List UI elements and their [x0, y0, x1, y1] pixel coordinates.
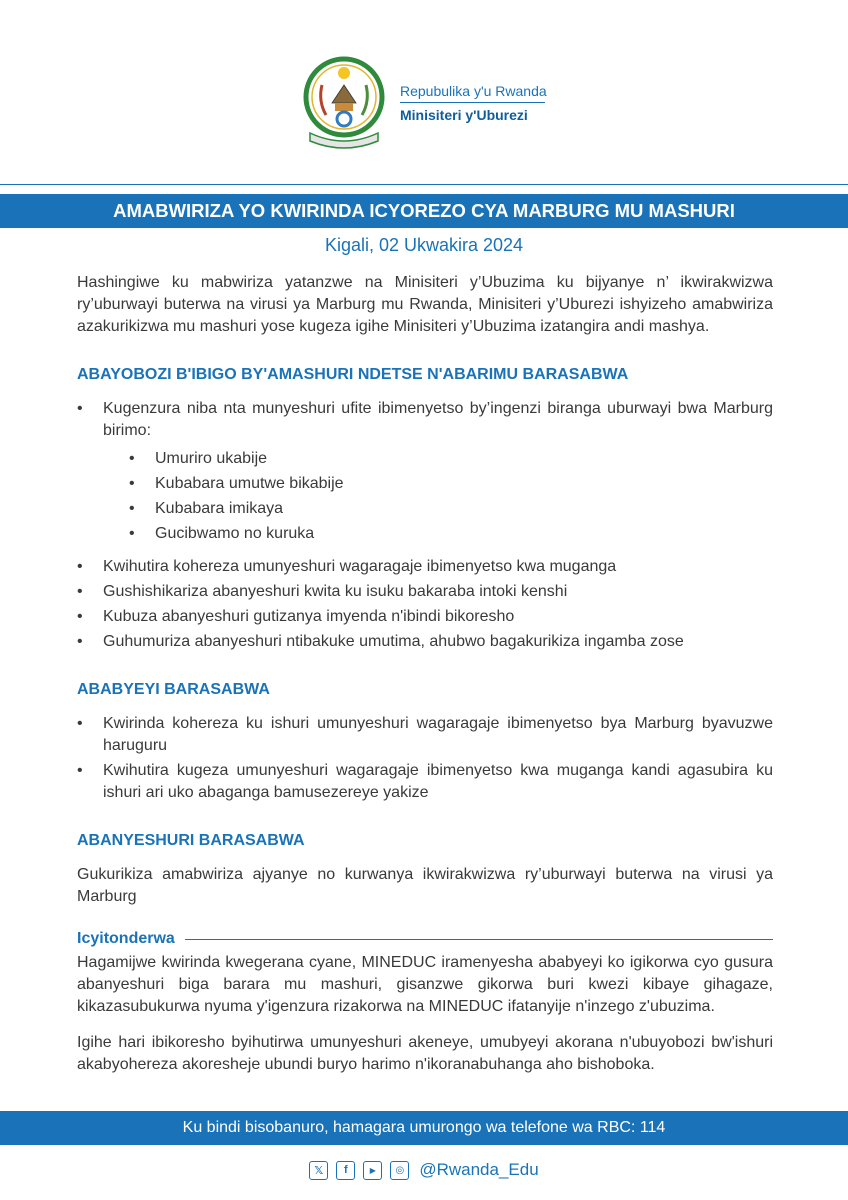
youtube-icon[interactable]: ▶: [363, 1161, 382, 1180]
document-date: Kigali, 02 Ukwakira 2024: [324, 235, 524, 255]
intro-paragraph: Hashingiwe ku mabwiriza yatanzwe na Minisiteri y’Ubuzima ku bijyanye n’ ikwirakwizwa ry’uburwayi buterwa na virusi ya Marburg mu Rwanda, Minisiteri y’Uburezi ishyizeho amabwiriza azakurikizwa mu mashuri yose kugeza igihe Minisiteri y’Ubuzima izatangira andi mashya.: [77, 274, 773, 335]
list-item: • Kwihutira kohereza umunyeshuri wagaragaje ibimenyetso kwa muganga: [77, 556, 773, 578]
republic-name: Repubulika y'u Rwanda: [400, 83, 547, 99]
list-item: • Kugenzura niba nta munyeshuri ufite ibimenyetso by’ingenzi biranga uburwayi bwa Marburg birimo: • Umuriro ukabije • Kubabara umutwe bikabije • Kubabara imikaya • Gucibwamo no kuruka: [77, 398, 773, 546]
students-instruction: Gukurikiza amabwiriza ajyanye no kurwanya ikwirakwizwa ry’uburwayi buterwa na virusi ya Marburg: [77, 866, 773, 905]
note-paragraph-supplies: Igihe hari ibikoresho byihutirwa umunyeshuri akeneye, umubyeyi akorana n'ubuyobozi bw'ishuri akabyohereza akoresheje ubundi buryo harimo n'ikoranabuhanga aho bishoboka.: [77, 1034, 773, 1073]
facebook-icon[interactable]: f: [336, 1161, 355, 1180]
org-divider: [400, 102, 545, 103]
symptom-item: • Gucibwamo no kuruka: [103, 521, 773, 546]
symptoms-list: [103, 446, 773, 546]
symptom-item: • Umuriro ukabije: [103, 446, 773, 471]
hotline-banner: Ku bindi bisobanuro, hamagara umurongo wa telefone wa RBC: 114: [0, 1111, 848, 1145]
header-divider: [0, 184, 848, 185]
note-paragraph-visits: Hagamijwe kwirinda kwegerana cyane, MINEDUC iramenyesha ababyeyi ko igikorwa cyo gusura abanyeshuri biga barara mu mashuri, gisanzwe gikorwa buri kwezi kibaye gihagaze, kikazasubukurwa nyuma y'igenzura rizakorwa na MINEDUC ifatanyije n'inzego z'ubuzima.: [77, 954, 773, 1015]
note-heading-row: [77, 928, 773, 950]
instagram-icon[interactable]: ◎: [390, 1161, 409, 1180]
section-heading-parents: ABABYEYI BARASABWA: [77, 681, 270, 698]
section-heading-students: ABANYESHURI BARASABWA: [77, 832, 305, 849]
social-media-row: [0, 1160, 848, 1180]
document-title: AMABWIRIZA YO KWIRINDA ICYOREZO CYA MARBURG MU MASHURI: [0, 194, 848, 228]
list-item: • Kubuza abanyeshuri gutizanya imyenda n'ibindi bikoresho: [77, 606, 773, 628]
section-heading-leaders: ABAYOBOZI B'IBIGO BY'AMASHURI NDETSE N'ABARIMU BARASABWA: [77, 366, 629, 383]
parents-instructions-list: [77, 713, 773, 804]
list-item: • Gushishikariza abanyeshuri kwita ku isuku bakaraba intoki kenshi: [77, 581, 773, 603]
header: [0, 0, 848, 180]
document-body: [77, 272, 773, 1076]
symptom-item: • Kubabara umutwe bikabije: [103, 471, 773, 496]
note-divider: [185, 939, 773, 940]
note-heading: Icyitonderwa: [77, 930, 175, 947]
ministry-name-block: [400, 82, 545, 124]
social-handle[interactable]: @Rwanda_Edu: [419, 1160, 539, 1179]
list-item: • Kwirinda kohereza ku ishuri umunyeshuri wagaragaje ibimenyetso bya Marburg byavuzwe haruguru: [77, 713, 773, 757]
x-icon[interactable]: 𝕏: [309, 1161, 328, 1180]
list-item: • Kwihutira kugeza umunyeshuri wagaragaje ibimenyetso kwa muganga kandi agasubira ku ishuri ari uko abaganga bamusezereye yakize: [77, 760, 773, 804]
leaders-instructions-list: [77, 398, 773, 546]
leaders-actions-list: [77, 556, 773, 653]
symptom-item: • Kubabara imikaya: [103, 496, 773, 521]
list-item: • Guhumuriza abanyeshuri ntibakuke umutima, ahubwo bagakurikiza ingamba zose: [77, 631, 773, 653]
rwanda-coat-of-arms-emblem: [302, 55, 386, 155]
ministry-name: Minisiteri y'Uburezi: [400, 107, 528, 123]
